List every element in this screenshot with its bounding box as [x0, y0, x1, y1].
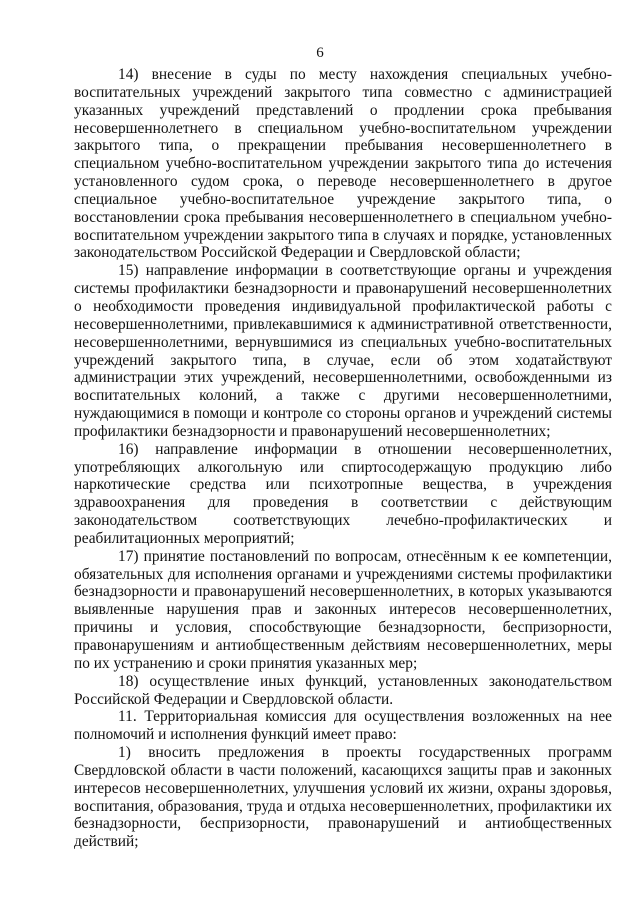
paragraph-item-16: 16) направление информации в отношении несовершеннолетних, употребляющих алкогольную или спиртосодержащую продукцию либо наркотические средства или психотропные вещества, в учреждения здравоохранения для проведения в соответствии с действующим законодательством соответствующих лечебно-профилактических и реабилитационных мероприятий;: [74, 440, 612, 547]
paragraph-section-11: 11. Территориальная комиссия для осуществления возложенных на нее полномочий и исполнения функций имеет право:: [74, 708, 612, 744]
paragraph-right-1: 1) вносить предложения в проекты государственных программ Свердловской области в части положений, касающихся защиты прав и законных интересов несовершеннолетних, улучшения условий их жизни, охраны здоровья, воспитания, образования, труда и отдыха несовершеннолетних, профилактики их безнадзорности, беспризорности, правонарушений и антиобщественных действий;: [74, 744, 612, 851]
paragraph-item-15: 15) направление информации в соответствующие органы и учреждения системы профилактики безнадзорности и правонарушений несовершеннолетних о необходимости проведения индивидуальной профилактической работы с несовершеннолетними, привлекавшимися к административной ответственности, несовершеннолетними, вернувшимися из специальных учебно-воспитательных учреждений закрытого типа, в случае, если об этом ходатайствуют администрации этих учреждений, несовершеннолетними, освобожденными из воспитательных колоний, а также с другими несовершеннолетними, нуждающимися в помощи и контроле со стороны органов и учреждений системы профилактики безнадзорности и правонарушений несовершеннолетних;: [74, 262, 612, 440]
paragraph-item-18: 18) осуществление иных функций, установленных законодательством Российской Федерации и Свердловской области.: [74, 672, 612, 708]
body-text: [74, 66, 612, 851]
paragraph-item-17: 17) принятие постановлений по вопросам, отнесённым к ее компетенции, обязательных для исполнения органами и учреждениями системы профилактики безнадзорности и правонарушений несовершеннолетних, в которых указываются выявленные нарушения прав и законных интересов несовершеннолетних, причины и условия, способствующие безнадзорности, беспризорности, правонарушениям и антиобщественным действиям несовершеннолетних, меры по их устранению и сроки принятия указанных мер;: [74, 547, 612, 672]
paragraph-item-14: 14) внесение в суды по месту нахождения специальных учебно-воспитательных учреждений закрытого типа совместно с администрацией указанных учреждений представлений о продлении срока пребывания несовершеннолетнего в специальном учебно-воспитательном учреждении закрытого типа, о прекращении пребывания несовершеннолетнего в специальном учебно-воспитательном учреждении закрытого типа до истечения установленного судом срока, о переводе несовершеннолетнего в другое специальное учебно-воспитательное учреждение закрытого типа, о восстановлении срока пребывания несовершеннолетнего в специальном учебно-воспитательном учреждении закрытого типа в случаях и порядке, установленных законодательством Российской Федерации и Свердловской области;: [74, 66, 612, 262]
page-number: 6: [316, 45, 324, 61]
